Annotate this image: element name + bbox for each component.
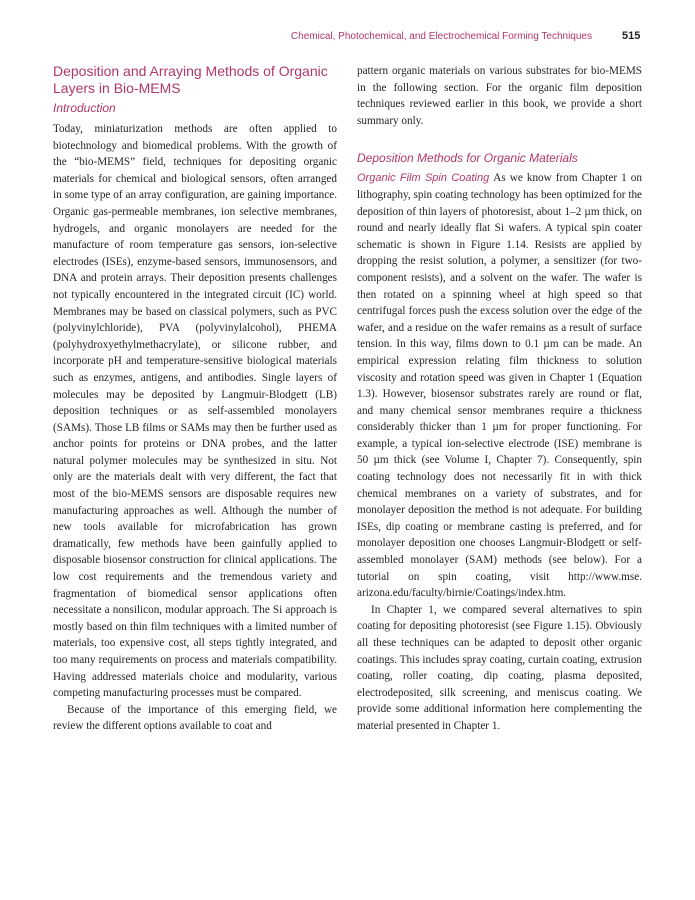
body-paragraph: Today, miniaturization methods are often applied to biotechnology and biomedical problems. With the growth of the “bio-MEMS” field, techniques for depositing organic materials for chemical and biological sensors, often arranged in some type of an array configuration, are gaining importance. Organic gas-permeable membranes, ion selective membranes, hydrogels, and organic monolayers are needed for the manufacture of room temperature gas sensors, ion-selective electrodes (ISEs), enzyme-based sensors, immunosensors, and DNA and protein arrays. Their deposition presents challenges not typically encountered in the integrated circuit (IC) world. Membranes may be based on classical polymers, such as PVC (polyvinylchloride), PVA (polyvinylalcohol), PHEMA (polyhydroxyethylmethacrylate), or silicone rubber, and incorporate pH and temperature-sensitive biological materials such as enzymes, antigens, and antibodies. Single layers of molecules may be deposited by Langmuir-Blodgett (LB) deposition techniques or as self-assembled monolayers (SAMs). Those LB films or SAMs may then be further used as anchor points for proteins or DNA probes, and the latter natural polymer molecules may be synthesized in situ. Not only are the materials dealt with very different, the fact that most of the bio-MEMS sensors are disposable requires new manufacturing approaches as well. Although the number of new tools available for microfabrication has grown dramatically, few methods have been gainfully applied to disposable biosensor construction for clinical applications. The low cost requirements and the tremendous variety and fragmentation of biomedical sensor applications often necessitate a nonsilicon, modular approach. The Si approach is mostly based on thin film techniques with a limited number of materials, too expensive cost, all steps tightly integrated, and too many requirements on process and materials compatibility. Having addressed materials choice and modularity, various competing manufacturing processes must be compared. bbox=[53, 123, 337, 700]
subheading-introduction: Introduction bbox=[53, 101, 116, 115]
left-column bbox=[53, 63, 337, 735]
page-number: 515 bbox=[622, 30, 641, 42]
body-paragraph bbox=[357, 170, 642, 601]
subheading-deposition-methods: Deposition Methods for Organic Materials bbox=[357, 151, 578, 166]
body-text: As we know from Chapter 1 on lithography, spin coating technology has been optimized for the deposition of thin layers of photoresist, about 1–2 µm thick, on round and nearly ideally flat Si wafers. A typical spin coater schematic is shown in Figure 1.14. Resists are applied by dropping the resist solution, a polymer, a sensitizer (for two-component resists), and a solvent on the wafer. The wafer is then rotated on a spinning wheel at high speed so that centrifugal forces push the excess solution over the edge of the wafer, and a residue on the wafer remains as a result of surface tension. In this way, films down to 0.1 µm can be made. An empirical expression relating film thickness to solution viscosity and rotation speed was given in Chapter 1 (Equation 1.3). However, biosensor substrates rarely are round or flat, and many chemical sensor membranes require a thickness considerably thicker than 1 µm for proper functioning. For example, a typical ion-selective electrode (ISE) membrane is 50 µm thick (see Volume I, Chapter 7). Consequently, spin coating technology does not necessarily fit in with thick chemical membranes on a variety of substrates, and for monolayer deposition the method is not adequate. For building ISEs, dip coating or membrane casting is preferred, and for monolayer deposition one chooses Langmuir-Blodgett or self-assembled monolayer (SAM) methods (see below). For a tutorial on spin coating, visit http://www.mse.​arizona.edu/faculty/birnie/Coatings/index.htm. bbox=[357, 172, 642, 600]
right-column bbox=[357, 63, 642, 735]
section-title: Deposition and Arraying Methods of Organic Layers in Bio-MEMS bbox=[53, 63, 328, 96]
continued-paragraph: pattern organic materials on various substrates for bio-MEMS in the following section. For the organic film deposition techniques reviewed earlier in this book, we provide a short summary only. bbox=[357, 65, 642, 127]
body-paragraph: Because of the importance of this emerging field, we review the different options available to coat and bbox=[53, 703, 337, 733]
running-head: Chemical, Photochemical, and Electrochemical Forming Techniques bbox=[290, 31, 592, 42]
runin-heading-spin-coating: Organic Film Spin Coating bbox=[357, 172, 490, 185]
body-paragraph: In Chapter 1, we compared several alternatives to spin coating for depositing photoresist (see Figure 1.15). Obviously all these techniques can be adapted to deposit other organic coatings. This includes spray coating, curtain coating, extrusion coating, roller coating, dip coating, plasma deposited, electrodeposited, silk screening, and meniscus coating. We provide some additional information here complementing the material presented in Chapter 1. bbox=[357, 603, 643, 732]
